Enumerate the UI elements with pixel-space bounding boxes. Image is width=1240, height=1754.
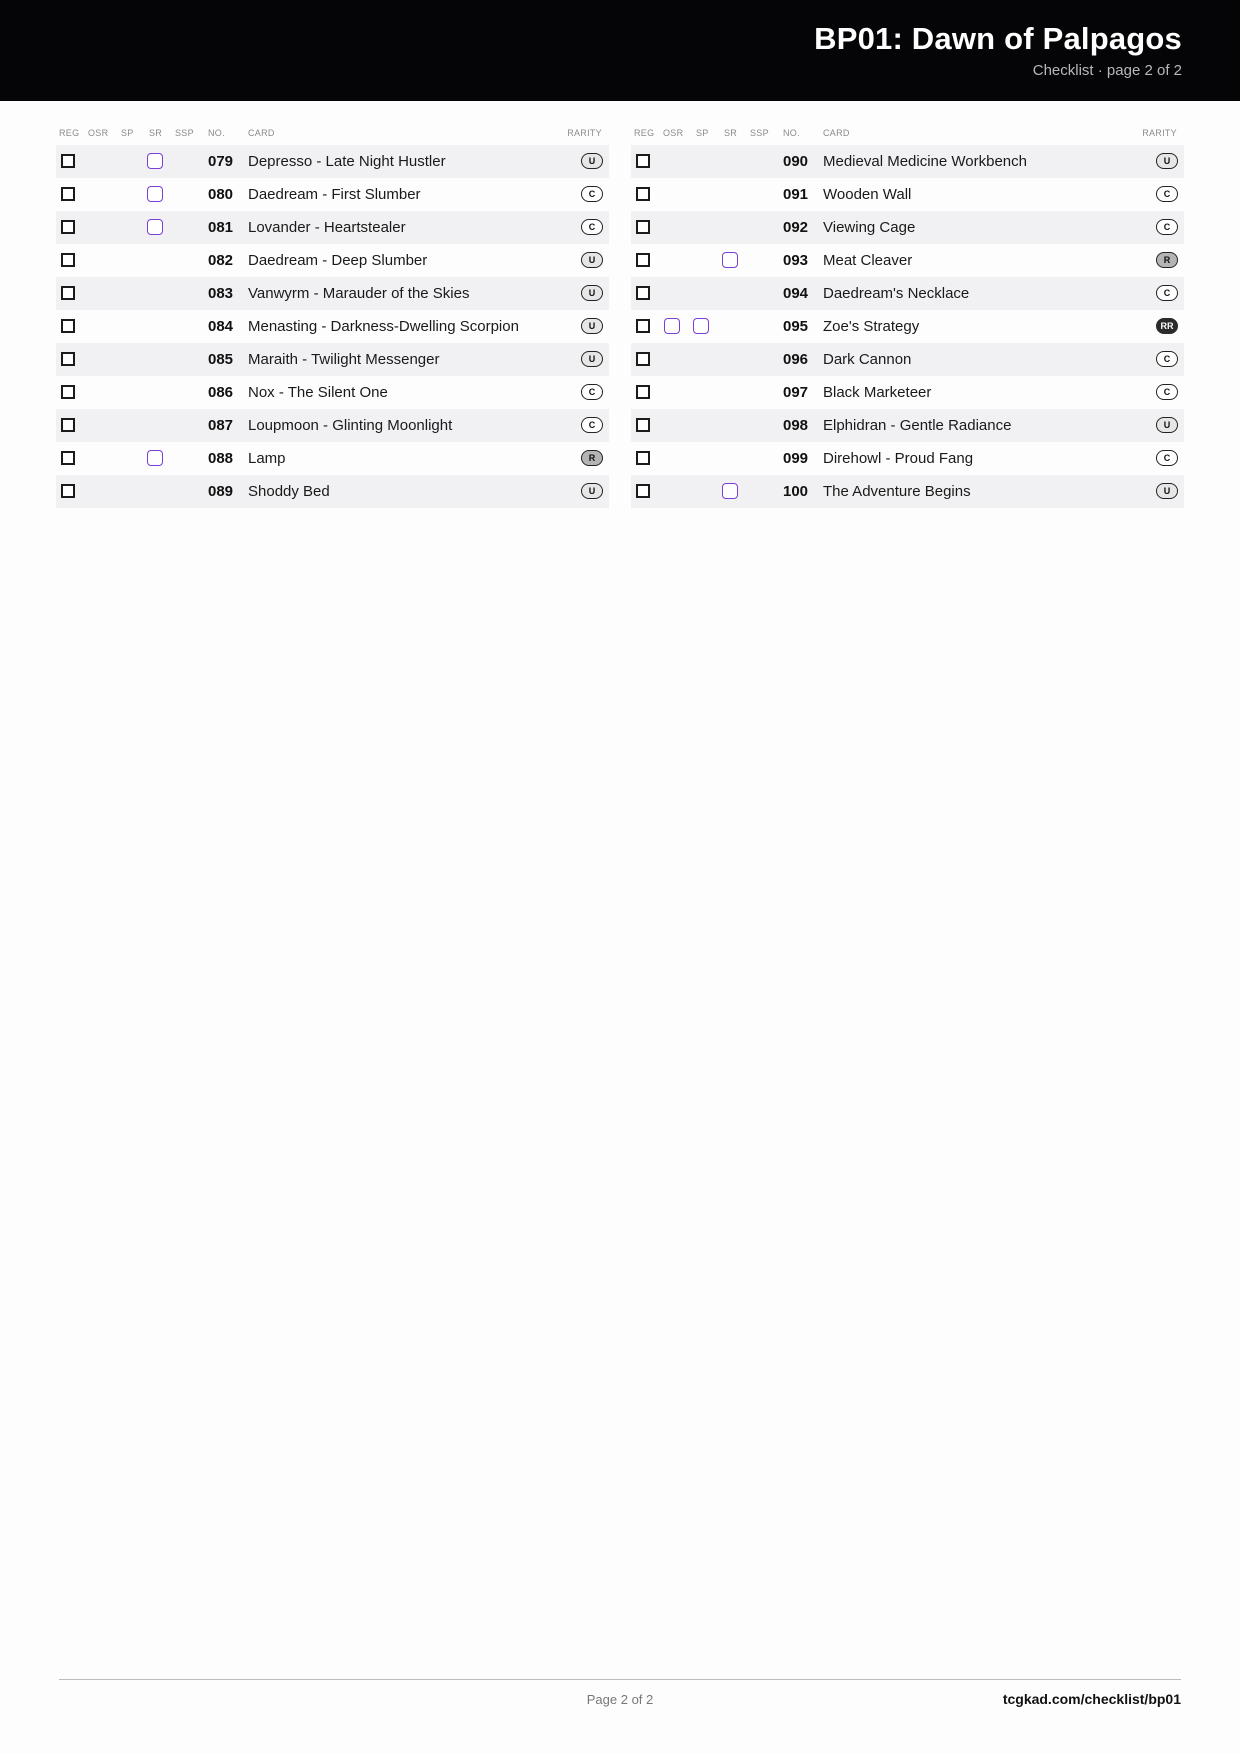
header-osr: OSR [663, 128, 684, 138]
reg-checkbox[interactable] [636, 154, 650, 168]
card-name: Menasting - Darkness-Dwelling Scorpion [248, 318, 519, 335]
card-name: Maraith - Twilight Messenger [248, 351, 440, 368]
header-no: NO. [208, 128, 225, 138]
card-row [631, 343, 1184, 376]
column-headers [631, 125, 1184, 145]
reg-checkbox[interactable] [636, 352, 650, 366]
card-name: Black Marketeer [823, 384, 932, 401]
card-row [631, 277, 1184, 310]
card-number: 092 [783, 219, 809, 236]
rarity-badge: U [581, 285, 603, 301]
card-name: Shoddy Bed [248, 483, 330, 500]
reg-checkbox[interactable] [636, 319, 650, 333]
reg-checkbox[interactable] [636, 385, 650, 399]
header-sr: SR [724, 128, 738, 138]
card-number: 085 [208, 351, 234, 368]
card-row [56, 145, 609, 178]
card-number: 079 [208, 153, 234, 170]
card-number: 100 [783, 483, 809, 500]
card-row [631, 475, 1184, 508]
card-row [631, 145, 1184, 178]
rarity-badge: U [1156, 483, 1178, 499]
card-row [631, 442, 1184, 475]
rarity-badge: U [581, 252, 603, 268]
header-ssp: SSP [175, 128, 194, 138]
card-number: 089 [208, 483, 234, 500]
rarity-badge: R [1156, 252, 1178, 268]
card-row [56, 178, 609, 211]
header-no: NO. [783, 128, 800, 138]
card-row [631, 178, 1184, 211]
card-list [631, 145, 1184, 508]
rarity-badge: C [1156, 219, 1178, 235]
header-sr: SR [149, 128, 163, 138]
card-number: 081 [208, 219, 234, 236]
card-name: Nox - The Silent One [248, 384, 388, 401]
rarity-badge: C [581, 417, 603, 433]
card-number: 087 [208, 417, 234, 434]
reg-checkbox[interactable] [636, 451, 650, 465]
card-number: 098 [783, 417, 809, 434]
rarity-badge: C [581, 186, 603, 202]
card-row [56, 376, 609, 409]
card-number: 080 [208, 186, 234, 203]
card-row [56, 343, 609, 376]
sr-checkbox[interactable] [722, 252, 738, 268]
card-number: 084 [208, 318, 234, 335]
card-number: 093 [783, 252, 809, 269]
reg-checkbox[interactable] [636, 286, 650, 300]
card-name: Viewing Cage [823, 219, 916, 236]
rarity-badge: U [581, 483, 603, 499]
reg-checkbox[interactable] [61, 451, 75, 465]
reg-checkbox[interactable] [61, 253, 75, 267]
checklist-column-left [56, 125, 609, 508]
rarity-badge: C [1156, 186, 1178, 202]
card-name: Medieval Medicine Workbench [823, 153, 1027, 170]
card-row [56, 409, 609, 442]
card-name: Dark Cannon [823, 351, 912, 368]
header-reg: REG [59, 128, 80, 138]
sr-checkbox[interactable] [147, 153, 163, 169]
page-header [0, 0, 1240, 101]
card-row [56, 475, 609, 508]
header-card: CARD [823, 128, 850, 138]
page-subtitle: Checklist · page 2 of 2 [1032, 62, 1182, 79]
card-name: Daedream - Deep Slumber [248, 252, 428, 269]
reg-checkbox[interactable] [636, 253, 650, 267]
card-name: Elphidran - Gentle Radiance [823, 417, 1012, 434]
card-number: 083 [208, 285, 234, 302]
rarity-badge: C [1156, 450, 1178, 466]
card-row [56, 277, 609, 310]
rarity-badge: U [1156, 153, 1178, 169]
header-reg: REG [634, 128, 655, 138]
card-number: 091 [783, 186, 809, 203]
card-list [56, 145, 609, 508]
header-rarity: RARITY [567, 128, 602, 138]
card-name: Vanwyrm - Marauder of the Skies [248, 285, 470, 302]
rarity-badge: U [1156, 417, 1178, 433]
card-number: 096 [783, 351, 809, 368]
sp-checkbox[interactable] [693, 318, 709, 334]
sr-checkbox[interactable] [722, 483, 738, 499]
rarity-badge: R [581, 450, 603, 466]
card-number: 095 [783, 318, 809, 335]
card-number: 086 [208, 384, 234, 401]
sr-checkbox[interactable] [147, 219, 163, 235]
rarity-badge: U [581, 351, 603, 367]
rarity-badge: C [1156, 351, 1178, 367]
header-rarity: RARITY [1142, 128, 1177, 138]
rarity-badge: C [1156, 384, 1178, 400]
card-row [56, 244, 609, 277]
header-osr: OSR [88, 128, 109, 138]
rarity-badge: RR [1156, 318, 1178, 334]
reg-checkbox[interactable] [61, 319, 75, 333]
osr-checkbox[interactable] [664, 318, 680, 334]
rarity-badge: U [581, 153, 603, 169]
card-row [631, 244, 1184, 277]
card-name: The Adventure Begins [823, 483, 971, 500]
sr-checkbox[interactable] [147, 186, 163, 202]
card-name: Wooden Wall [823, 186, 912, 203]
reg-checkbox[interactable] [61, 154, 75, 168]
card-name: Depresso - Late Night Hustler [248, 153, 446, 170]
rarity-badge: C [1156, 285, 1178, 301]
rarity-badge: U [581, 318, 603, 334]
card-number: 099 [783, 450, 809, 467]
card-number: 088 [208, 450, 234, 467]
rarity-badge: C [581, 384, 603, 400]
card-row [631, 211, 1184, 244]
checklist-column-right [631, 125, 1184, 508]
header-card: CARD [248, 128, 275, 138]
reg-checkbox[interactable] [61, 187, 75, 201]
card-name: Lamp [248, 450, 286, 467]
header-ssp: SSP [750, 128, 769, 138]
reg-checkbox[interactable] [636, 187, 650, 201]
card-name: Daedream - First Slumber [248, 186, 421, 203]
card-name: Meat Cleaver [823, 252, 913, 269]
card-row [631, 409, 1184, 442]
card-row [631, 310, 1184, 343]
sr-checkbox[interactable] [147, 450, 163, 466]
card-number: 090 [783, 153, 809, 170]
card-name: Lovander - Heartstealer [248, 219, 406, 236]
card-number: 097 [783, 384, 809, 401]
card-row [56, 211, 609, 244]
card-name: Zoe's Strategy [823, 318, 920, 335]
reg-checkbox[interactable] [61, 418, 75, 432]
reg-checkbox[interactable] [61, 286, 75, 300]
card-row [631, 376, 1184, 409]
rarity-badge: C [581, 219, 603, 235]
card-name: Direhowl - Proud Fang [823, 450, 974, 467]
card-row [56, 310, 609, 343]
reg-checkbox[interactable] [636, 418, 650, 432]
reg-checkbox[interactable] [61, 352, 75, 366]
reg-checkbox[interactable] [636, 484, 650, 498]
footer-url: tcgkad.com/checklist/bp01 [1002, 1691, 1181, 1707]
reg-checkbox[interactable] [636, 220, 650, 234]
column-headers [56, 125, 609, 145]
header-sp: SP [696, 128, 709, 138]
footer-divider [59, 1679, 1181, 1680]
card-row [56, 442, 609, 475]
card-name: Loupmoon - Glinting Moonlight [248, 417, 453, 434]
reg-checkbox[interactable] [61, 385, 75, 399]
card-name: Daedream's Necklace [823, 285, 970, 302]
footer-page-number: Page 2 of 2 [586, 1692, 654, 1707]
card-number: 094 [783, 285, 809, 302]
header-sp: SP [121, 128, 134, 138]
reg-checkbox[interactable] [61, 484, 75, 498]
reg-checkbox[interactable] [61, 220, 75, 234]
card-number: 082 [208, 252, 234, 269]
page-title: BP01: Dawn of Palpagos [814, 21, 1182, 56]
